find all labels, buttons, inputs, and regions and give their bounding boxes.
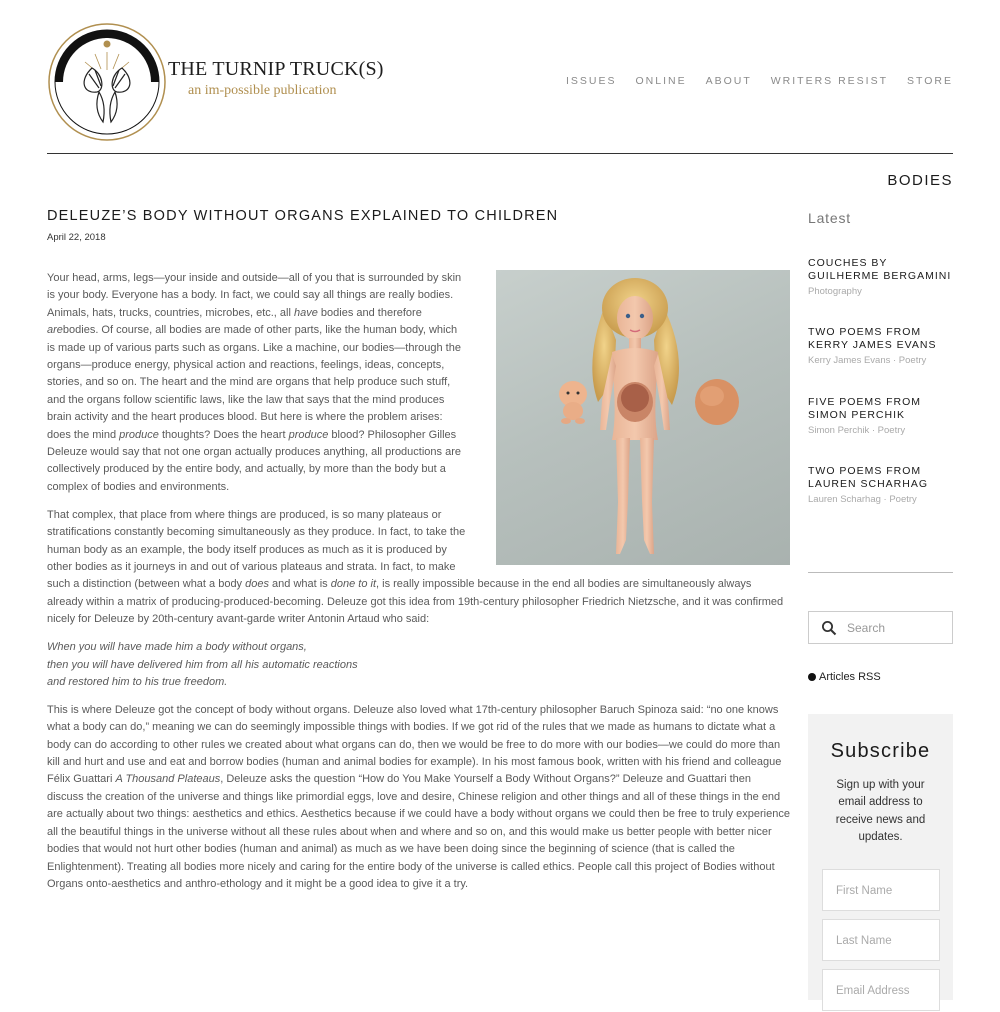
latest-item	[808, 326, 958, 366]
paragraph-3: This is where Deleuze got the concept of body without organs. Deleuze also loved what 17th-century philosopher Baruch Spinoza said: “no one knows what a body can do,” meaning we can do seemingly impossible things with bodies. If we got rid of the rules that we made as humans to dictate what a body can do according to other rules we created about what organs can do, then we would be free to do more with our bodies—we could do more than kill and hurt and use and eat and borrow bodies (human and animal bodies for example). In his most famous book, written with his friend and colleague Félix Guattari A Thousand Plateaus, Deleuze asks the question “How do You Make Yourself a Body Without Organs?” Deleuze and Guattari then discuss the creation of the universe and things like primordial eggs, love and desire, Chinese religion and other things and all of these things in the end are actually about two things: aesthetics and ethics. Aesthetics because if we could have a body without organs we could then be free to truly experience all the beautiful things in the universe without all these rules about when and where and so on, and this would make us better people with better nicer bodies that would not hurt other bodies (human and animal) as much as we have been doing since the beginning of science (that is called the Enlightenment). Treating all bodies more nicely and caring for the entire body of the universe is called ethics. People call this project of Bodies without Organs onto-aesthetics and anthro-ethology and it might be a good idea to give it a try.	[47, 703, 790, 890]
article-body	[47, 270, 790, 904]
nav-writers-resist[interactable]: WRITERS RESIST	[770, 75, 889, 87]
search-box[interactable]	[808, 611, 953, 644]
paragraph-1: Your head, arms, legs—your inside and outside—all of you that is surrounded by skin is your body. Everyone has a body. In fact, we could say all things are really bodies. Animals, hats, trucks, countries, microbes, etc., all have bodies and therefore arebodies. Of course, all bodies are made of other parts, like the human body, which is made up of various parts such as organs. Like a machine, our bodies—through the organs—produce energy, physical action and reactions, feelings, ideas, concepts, stories, and so on. The heart and the mind are organs that help produce such stuff, and the organs follow scientific laws, like the law that says that the mind produces brain activity and the heart produces blood. But here is where the problem arises: does the mind produce thoughts? Does the heart produce blood? Philosopher Gilles Deleuze would say that not one organ actually produces anything, all productions are collectively produced by the entire body, and actually, by more than the body but a complex of bodies and environments.	[47, 272, 462, 493]
last-name-input[interactable]	[834, 920, 938, 962]
latest-item	[808, 257, 958, 297]
latest-item-title[interactable]: FIVE POEMS FROM SIMON PERCHIK	[808, 396, 922, 421]
search-icon	[821, 620, 837, 636]
latest-item-title[interactable]: COUCHES BY GUILHERME BERGAMINI	[808, 257, 952, 282]
latest-item-title[interactable]: TWO POEMS FROM KERRY JAMES EVANS	[808, 326, 937, 351]
nav-store[interactable]: STORE	[907, 75, 953, 87]
post-date: April 22, 2018	[47, 232, 106, 243]
latest-item	[808, 396, 958, 436]
site-title[interactable]: THE TURNIP TRUCK(S)	[168, 58, 384, 80]
sidebar-divider	[808, 572, 953, 573]
site-tagline: an im-possible publication	[188, 83, 337, 98]
nav-about[interactable]: ABOUT	[705, 75, 752, 87]
paragraph-2: That complex, that place from where things are produced, is so many plateaus or stratifications constantly becoming simultaneously as they produce. In fact, to take the human body as an example, the body itself produces as much as it is produced by other bodies as it journeys in and out of various plateaus and strata. In fact, to make such a distinction (between what a body does and what is done to it, is really impossible because in the end all bodies are simultaneously always already within a matrix of producing-produced-becoming. Deleuze got this idea from 19th-century philosopher Friedrich Nietzsche, and it was confirmed nicely for Deleuze by 20th-century avant-garde writer Antonin Artaud who said:	[47, 508, 784, 626]
latest-item-meta: Lauren Scharhag · Poetry	[808, 494, 917, 505]
nav-issues[interactable]: ISSUES	[565, 75, 617, 87]
main-nav	[547, 75, 953, 87]
rss-icon	[808, 673, 816, 681]
latest-item	[808, 465, 958, 505]
category-title: BODIES	[887, 172, 953, 189]
latest-item-meta: Kerry James Evans · Poetry	[808, 355, 927, 366]
subscribe-description: Sign up with your email address to receive news and updates.	[835, 779, 926, 844]
latest-item-meta: Simon Perchik · Poetry	[808, 425, 906, 436]
subscribe-title: Subscribe	[830, 740, 931, 762]
search-input[interactable]	[845, 620, 949, 636]
header-divider	[47, 153, 953, 154]
last-name-field[interactable]	[822, 919, 940, 961]
artaud-quote: When you will have made him a body without organs, then you will have delivered him from all his automatic reactions and restored him to his true freedom.	[47, 641, 358, 688]
email-field[interactable]	[822, 969, 940, 1011]
post-image-doll	[496, 270, 790, 565]
latest-item-meta: Photography	[808, 286, 862, 297]
email-input[interactable]	[834, 970, 938, 1012]
nav-online[interactable]: ONLINE	[635, 75, 687, 87]
latest-item-title[interactable]: TWO POEMS FROM LAUREN SCHARHAG	[808, 465, 929, 490]
first-name-field[interactable]	[822, 869, 940, 911]
rss-label: Articles RSS	[819, 671, 881, 683]
rss-link[interactable]	[808, 671, 881, 683]
site-logo[interactable]	[47, 22, 167, 142]
post-title[interactable]: DELEUZE’S BODY WITHOUT ORGANS EXPLAINED TO CHILDREN	[47, 208, 559, 224]
latest-heading: Latest	[808, 210, 851, 226]
subscribe-panel	[808, 714, 953, 1000]
first-name-input[interactable]	[834, 870, 938, 912]
